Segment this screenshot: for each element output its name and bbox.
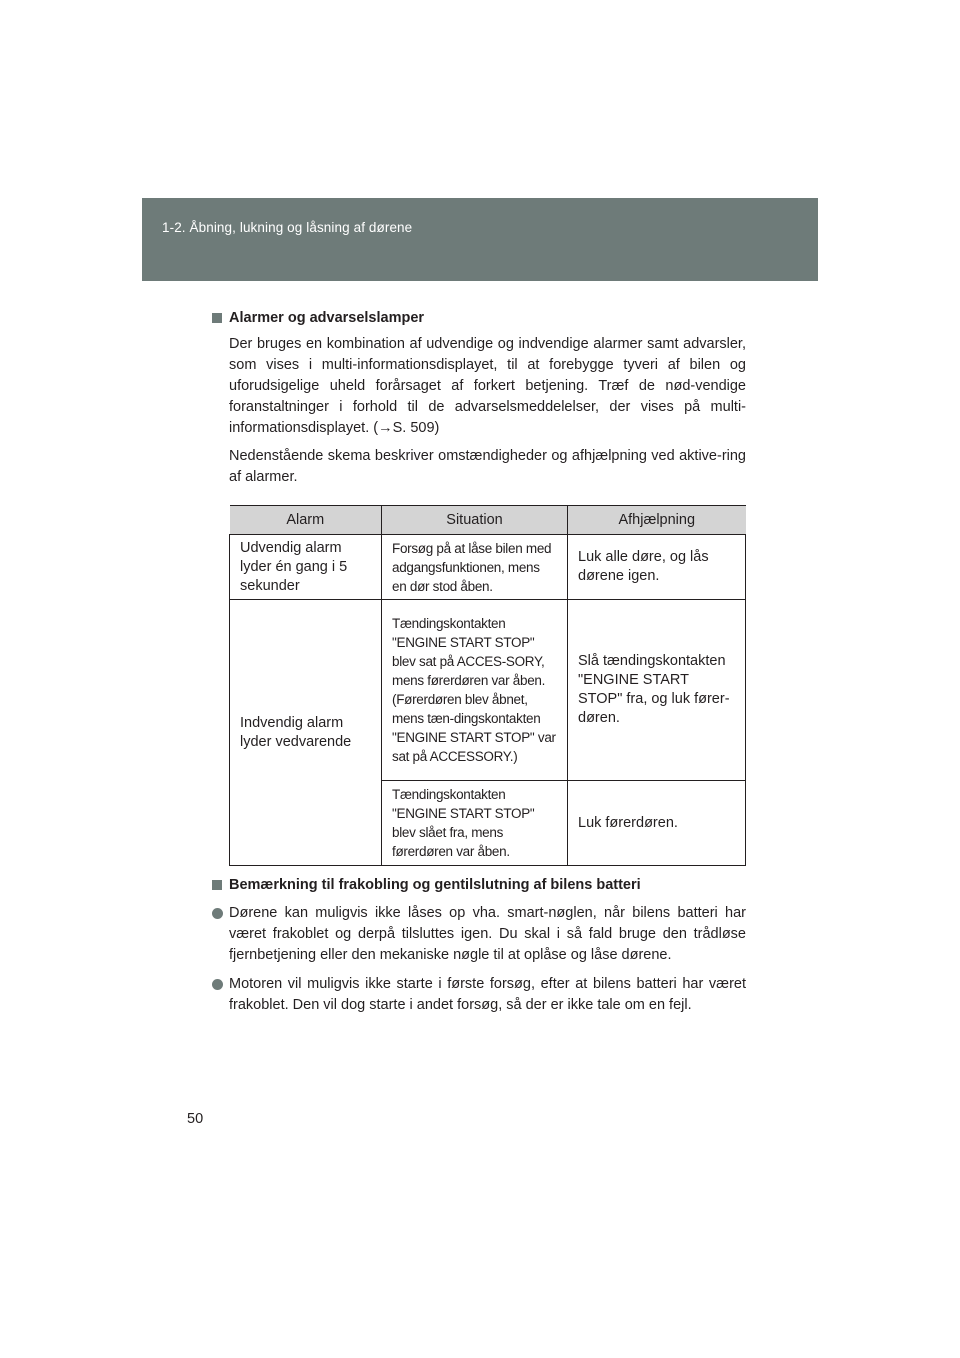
section-heading-text: Alarmer og advarselslamper xyxy=(229,310,425,326)
list-item xyxy=(212,974,746,1016)
section-heading-alarms xyxy=(212,308,746,328)
cell-remedy: Slå tændingskontakten "ENGINE START STOP" fra, og luk fører-døren. xyxy=(568,600,746,781)
cell-alarm: Udvendig alarm lyder én gang i 5 sekunder xyxy=(230,535,382,600)
list-item xyxy=(212,903,746,966)
table-header-row xyxy=(230,506,746,535)
bullet-list xyxy=(212,903,746,1016)
square-bullet-icon xyxy=(212,880,222,890)
cell-situation: Tændingskontakten "ENGINE START STOP" blev sat på ACCES-SORY, mens førerdøren var åben. (Førerdøren blev åbnet, mens tæn-dingskontakten "ENGINE START STOP" var sat på ACCESSORY.) xyxy=(382,600,568,781)
column-header-remedy: Afhjælpning xyxy=(568,506,746,535)
cell-remedy: Luk førerdøren. xyxy=(568,781,746,866)
cell-alarm: Indvendig alarm lyder vedvarende xyxy=(230,600,382,866)
intro-paragraph: Der bruges en kombination af udvendige og indvendige alarmer samt advarsler, som vises i multi-informationsdisplayet, til at forebygge tyveri af bilen og uforudsigelige uheld forårsaget af forkert betjening. Træf de nød-vendige foranstaltninger i forhold til de advarselsmeddelelser, der vises på multi-informationsdisplayet. (→S. 509) xyxy=(229,336,746,436)
column-header-alarm: Alarm xyxy=(230,506,382,535)
page-content xyxy=(212,308,746,1016)
bullet-text: Motoren vil muligvis ikke starte i første forsøg, efter at bilens batteri har været frakoblet. Den vil dog starte i andet forsøg, så der er ikke tale om en fejl. xyxy=(229,976,746,1013)
square-bullet-icon xyxy=(212,313,222,323)
page-number: 50 xyxy=(187,1111,204,1127)
table-intro-paragraph: Nedenstående skema beskriver omstændigheder og afhjælpning ved aktive-ring af alarmer. xyxy=(229,448,746,485)
bullet-text: Dørene kan muligvis ikke låses op vha. smart-nøglen, når bilens batteri har været frakoblet og derpå tilsluttes igen. Du skal i så fald bruge den trådløse fjernbetjening eller den mekaniske nøgle til at oplåse og låse dørene. xyxy=(229,905,746,963)
cell-situation: Forsøg på at låse bilen med adgangsfunktionen, mens en dør stod åben. xyxy=(382,535,568,600)
alarm-table xyxy=(229,505,746,866)
chapter-header-band xyxy=(142,198,818,281)
table-row xyxy=(230,535,746,600)
cell-remedy: Luk alle døre, og lås dørene igen. xyxy=(568,535,746,600)
circle-bullet-icon xyxy=(212,979,223,990)
section-heading-battery xyxy=(212,875,746,895)
circle-bullet-icon xyxy=(212,908,223,919)
cell-situation: Tændingskontakten "ENGINE START STOP" blev slået fra, mens førerdøren var åben. xyxy=(382,781,568,866)
table-row xyxy=(230,600,746,781)
column-header-situation: Situation xyxy=(382,506,568,535)
chapter-title: 1-2. Åbning, lukning og låsning af dørene xyxy=(162,220,413,235)
section-heading-text: Bemærkning til frakobling og gentilslutning af bilens batteri xyxy=(229,877,641,893)
